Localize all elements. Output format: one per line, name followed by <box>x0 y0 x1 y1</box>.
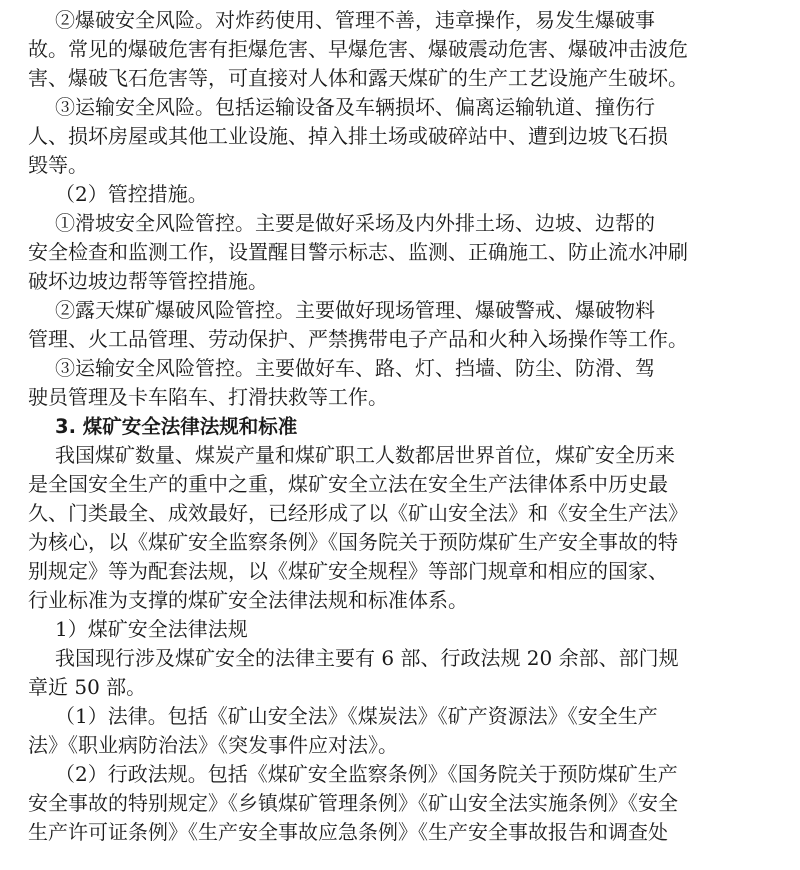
text-line: ②爆破安全风险。对炸药使用、管理不善，违章操作，易发生爆破事 <box>55 8 655 32</box>
text-line: 安全检查和监测工作，设置醒目警示标志、监测、正确施工、防止流水冲刷 <box>28 240 688 264</box>
text-line: 害、爆破飞石危害等，可直接对人体和露天煤矿的生产工艺设施产生破坏。 <box>28 66 688 90</box>
text-line: 我国现行涉及煤矿安全的法律主要有 6 部、行政法规 20 余部、部门规 <box>55 646 679 670</box>
text-line: 生产许可证条例》《生产安全事故应急条例》《生产安全事故报告和调查处 <box>28 820 668 844</box>
text-line: 章近 50 部。 <box>28 675 147 699</box>
text-line: 别规定》等为配套法规，以《煤矿安全规程》等部门规章和相应的国家、 <box>28 559 668 583</box>
text-line: 为核心，以《煤矿安全监察条例》《国务院关于预防煤矿生产安全事故的特 <box>28 530 678 554</box>
text-line: （2）管控措施。 <box>55 182 208 206</box>
text-line: ③运输安全风险管控。主要做好车、路、灯、挡墙、防尘、防滑、驾 <box>55 356 655 380</box>
text-line: 安全事故的特别规定》《乡镇煤矿管理条例》《矿山安全法实施条例》《安全 <box>28 791 678 815</box>
text-line: 破坏边坡边帮等管控措施。 <box>28 269 268 293</box>
text-line: 我国煤矿数量、煤炭产量和煤矿职工人数都居世界首位，煤矿安全历来 <box>55 443 675 467</box>
text-line: 毁等。 <box>28 153 88 177</box>
text-line: 久、门类最全、成效最好，已经形成了以《矿山安全法》和《安全生产法》 <box>28 501 688 525</box>
text-line: （1）法律。包括《矿山安全法》《煤炭法》《矿产资源法》《安全生产 <box>55 704 658 728</box>
text-line: 管理、火工品管理、劳动保护、严禁携带电子产品和火种入场操作等工作。 <box>28 327 688 351</box>
text-line: 法》《职业病防治法》《突发事件应对法》。 <box>28 733 398 757</box>
text-line: （2）行政法规。包括《煤矿安全监察条例》《国务院关于预防煤矿生产 <box>55 762 678 786</box>
text-line: 故。常见的爆破危害有拒爆危害、早爆危害、爆破震动危害、爆破冲击波危 <box>28 37 688 61</box>
heading-text: 3. 煤矿安全法律法规和标准 <box>55 415 298 438</box>
text-line: ②露天煤矿爆破风险管控。主要做好现场管理、爆破警戒、爆破物料 <box>55 298 655 322</box>
text-line: 人、损坏房屋或其他工业设施、掉入排土场或破碎站中、遭到边坡飞石损 <box>28 124 668 148</box>
text-line: 1）煤矿安全法律法规 <box>55 617 248 641</box>
text-line: ①滑坡安全风险管控。主要是做好采场及内外排土场、边坡、边帮的 <box>55 211 655 235</box>
text-line: 驶员管理及卡车陷车、打滑扶救等工作。 <box>28 385 388 409</box>
text-line: 行业标准为支撑的煤矿安全法律法规和标准体系。 <box>28 588 468 612</box>
text-line: 是全国安全生产的重中之重，煤矿安全立法在安全生产法律体系中历史最 <box>28 472 668 496</box>
text-line: ③运输安全风险。包括运输设备及车辆损坏、偏离运输轨道、撞伤行 <box>55 95 655 119</box>
